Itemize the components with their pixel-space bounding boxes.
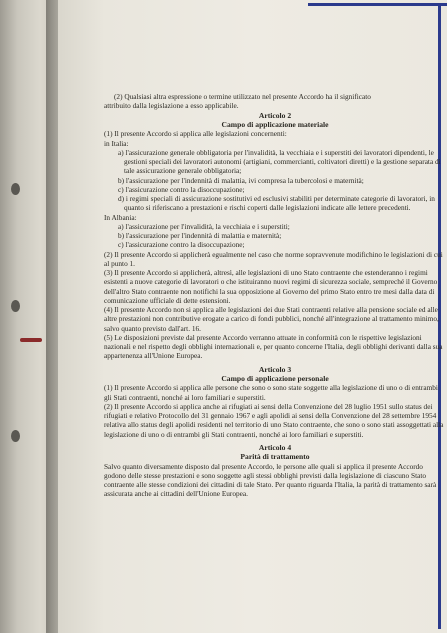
italy-item-c: c) l'assicurazione contro la disoccupazione; [118, 184, 245, 194]
article-4-title: Articolo 4 [258, 442, 292, 452]
article-4-para-1: Salvo quanto diversamente disposto dal presente Accordo, le persone alle quali si applica il presente Accordo godono delle stesse prestazioni e sono soggette agli stessi obblighi previsti dalla legislazione di ciascuno Stato contraente alle stesse condizioni dei cittadini di tale Stato. Per quanto riguarda l'Italia, la parità di trattamento sarà assicurata anche ai cittadini dell'Unione Europea. [104, 461, 437, 499]
albania-label: In Albania: [104, 212, 137, 222]
binder-clip [20, 338, 42, 342]
article-2-para-5: (5) Le disposizioni previste dal presente Accordo verranno attuate in conformità con le rispettive legislazioni nazionali e nel rispetto degli obblighi internazionali e, per quanto concerne l'Italia, degli obblighi derivanti dalla sua appartenenza all'Unione Europea. [104, 332, 443, 361]
page-content [104, 92, 446, 532]
document-page [58, 0, 447, 633]
albania-item-c: c) l'assicurazione contro la disoccupazione; [118, 240, 245, 250]
article-3-subtitle: Campo di applicazione personale [221, 373, 329, 383]
pre-line-1: (2) Qualsiasi altra espressione o termine utilizzato nel presente Accordo ha il significato [114, 92, 371, 101]
albania-item-b: b) l'assicurazione per l'indennità di malattia e maternità; [118, 231, 282, 241]
article-3-title: Articolo 3 [258, 364, 292, 374]
binder-hole [11, 430, 20, 442]
italy-item-b: b) l'assicurazione per l'indennità di malattia, ivi compresa la tubercolosi e maternità; [118, 175, 364, 185]
article-2-title: Articolo 2 [258, 110, 292, 120]
article-3-para-2: (2) Il presente Accordo si applica anche ai rifugiati ai sensi della Convenzione del 28 luglio 1951 sullo status dei rifugiati e relativo Protocollo del 31 gennaio 1967 e agli apolidi ai sensi della Convenzione del 28 settembre 1954 relativa allo status degli apolidi residenti nel territorio di uno Stato contraente, che sono o sono stati assoggettati alla legislazione di uno o di entrambi gli Stati contraenti, nonché ai loro familiari e superstiti. [104, 401, 444, 439]
pre-line-2: attribuito dalla legislazione a esso applicabile. [104, 101, 239, 111]
article-4-subtitle: Parità di trattamento [240, 452, 310, 462]
article-2-para-1: (1) Il presente Accordo si applica alle legislazioni concernenti: [104, 129, 287, 139]
article-2-para-4: (4) Il presente Accordo non si applica alle legislazioni dei due Stati contraenti relative alla pensione sociale ed alle altre prestazioni non contributive erogate a carico di fondi pubblici, nonché all'integrazione al trattamento minimo, salvo quanto previsto dall'art. 16. [104, 305, 439, 333]
albania-item-a: a) l'assicurazione per l'invalidità, la vecchiaia e i superstiti; [118, 221, 290, 231]
article-2-subtitle: Campo di applicazione materiale [221, 119, 329, 129]
binder-hole [11, 300, 20, 312]
binder-hole [11, 183, 20, 195]
page-border-top [308, 3, 447, 6]
italy-item-d: d) i regimi speciali di assicurazione sostitutivi ed esclusivi stabiliti per determinate categorie di lavoratori, in quanto si riferiscano a prestazioni e rischi coperti dalle legislazioni indicate alle lettere precedenti. [118, 194, 435, 213]
italy-item-a: a) l'assicurazione generale obbligatoria per l'invalidità, la vecchiaia e i superstiti dei lavoratori dipendenti, le gestioni speciali dei lavoratori autonomi (artigiani, commercianti, coltivatori diretti) e la gestione separata di tale assicurazione generale obbligatoria; [118, 147, 441, 176]
italy-label: in Italia: [104, 138, 129, 148]
article-2-para-3: (3) Il presente Accordo si applicherà, altresì, alle legislazioni di uno Stato contraente che estenderanno i regimi esistenti a nuove categorie di lavoratori o che istituiranno nuovi regimi di sicurezza sociale, sempreché il Governo dell'altro Stato contraente non notifichi la sua opposizione al Governo del primo Stato entro tre mesi dalla data di comunicazione ufficiale di dette estensioni. [104, 268, 438, 305]
article-2-para-2: (2) Il presente Accordo si applicherà egualmente nel caso che norme sopravvenute modifichino le legislazioni di cui al punto 1. [104, 249, 443, 268]
article-3-para-1: (1) Il presente Accordo si applica alle persone che sono o sono state soggette alla legislazione di uno o di entrambi gli Stati contraenti, nonché ai loro familiari e superstiti. [104, 383, 438, 402]
